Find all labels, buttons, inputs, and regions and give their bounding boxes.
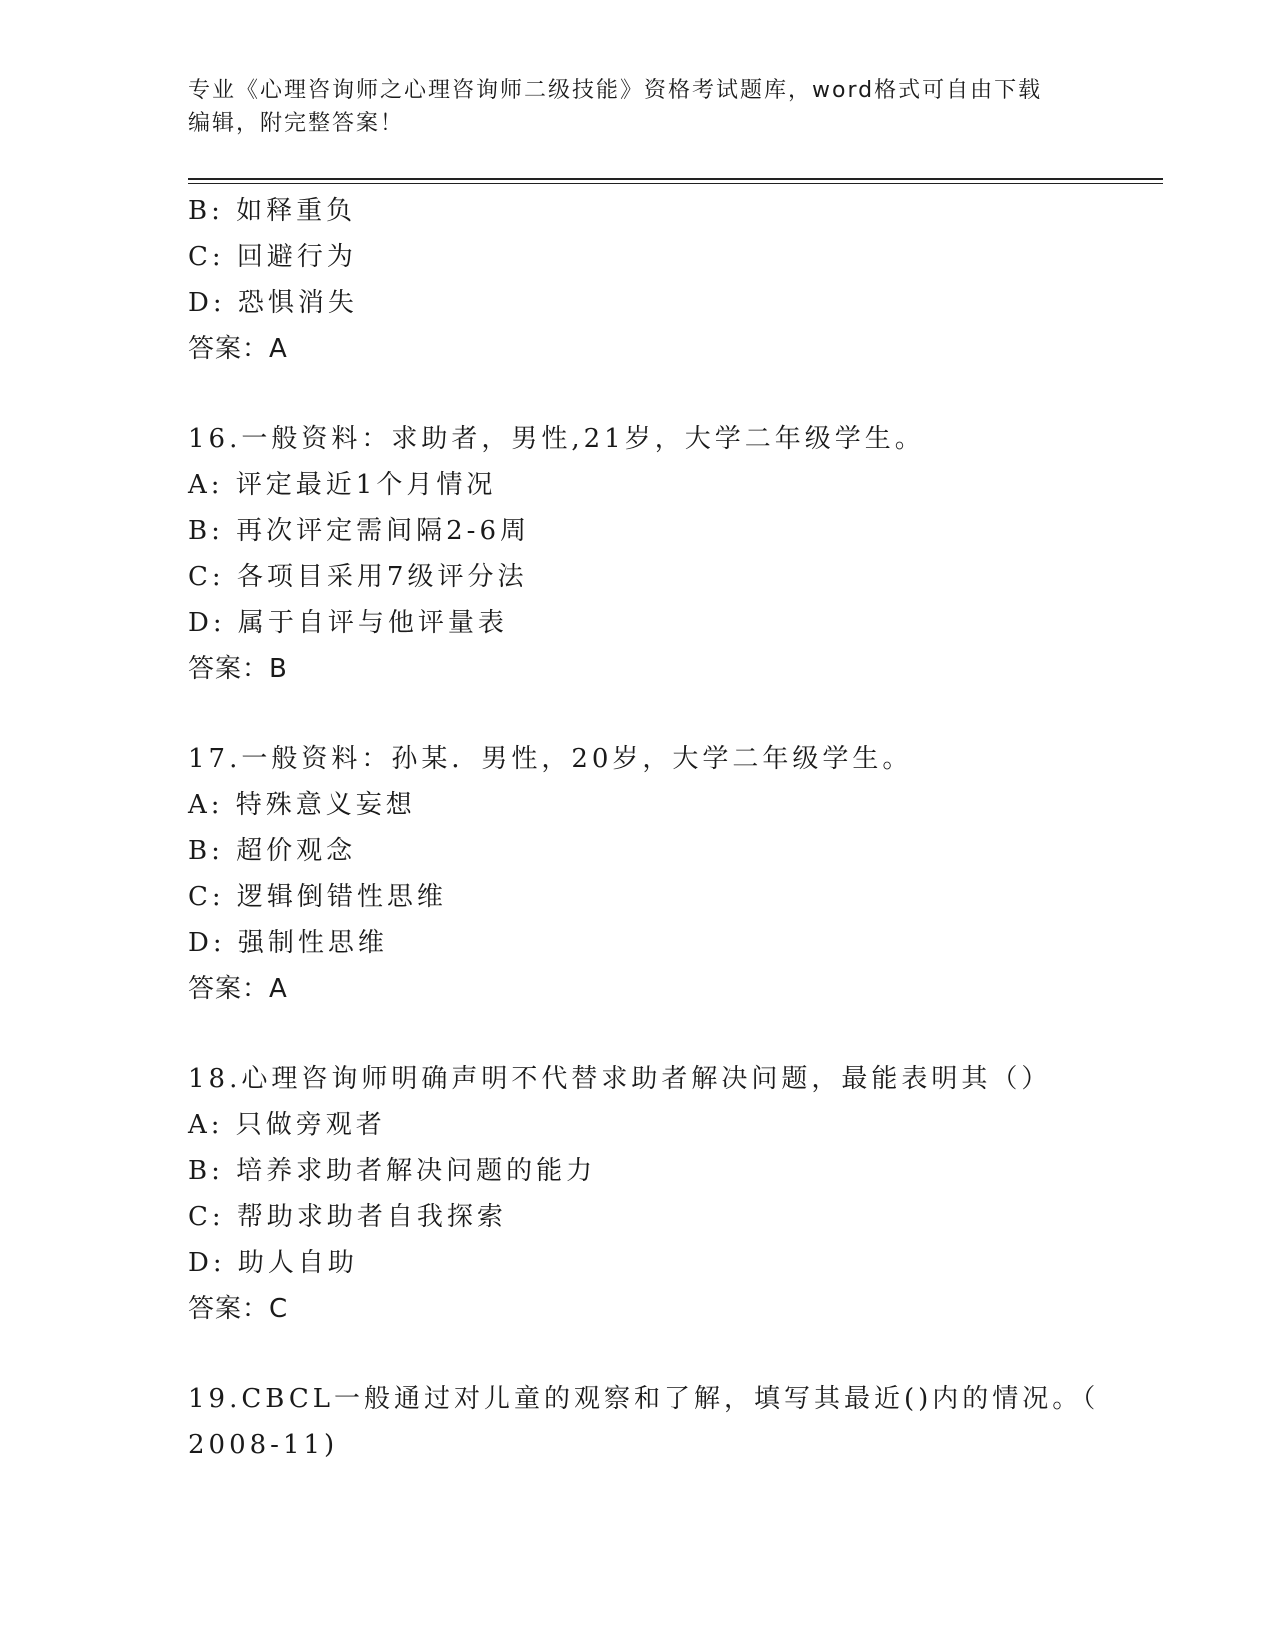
question-17 xyxy=(188,736,1088,1012)
option-c: C: 回避行为 xyxy=(188,242,357,272)
option-d: D: 强制性思维 xyxy=(188,928,388,958)
question-text-line-1: 19.CBCL一般通过对儿童的观察和了解，填写其最近()内的情况。（ xyxy=(188,1384,1100,1414)
question-15 xyxy=(188,188,1088,372)
answer-label: 答案：A xyxy=(188,334,288,364)
question-16 xyxy=(188,416,1088,692)
header-line-2: 编辑，附完整答案！ xyxy=(188,111,405,136)
question-text-line-2: 2008-11) xyxy=(188,1430,339,1460)
option-b: B: 再次评定需间隔2-6周 xyxy=(188,516,531,546)
answer-label: 答案：C xyxy=(188,1294,289,1324)
option-d: D: 属于自评与他评量表 xyxy=(188,608,508,638)
answer-label: 答案：A xyxy=(188,974,288,1004)
question-19 xyxy=(188,1376,1100,1468)
option-c: C: 帮助求助者自我探索 xyxy=(188,1202,507,1232)
question-text: 16.一般资料：求助者，男性,21岁，大学二年级学生。 xyxy=(188,424,925,454)
header-divider-thick xyxy=(188,178,1163,180)
question-text: 18.心理咨询师明确声明不代替求助者解决问题，最能表明其（） xyxy=(188,1064,1052,1094)
option-a: A: 只做旁观者 xyxy=(188,1110,386,1140)
option-a: A: 评定最近1个月情况 xyxy=(188,470,497,500)
option-a: A: 特殊意义妄想 xyxy=(188,790,416,820)
option-b: B: 如释重负 xyxy=(188,196,357,226)
option-d: D: 助人自助 xyxy=(188,1248,358,1278)
option-c: C: 逻辑倒错性思维 xyxy=(188,882,447,912)
document-header xyxy=(188,74,1088,140)
header-divider-thin xyxy=(188,183,1163,184)
question-text: 17.一般资料：孙某．男性，20岁，大学二年级学生。 xyxy=(188,744,913,774)
header-line-1: 专业《心理咨询师之心理咨询师二级技能》资格考试题库，word格式可自由下载 xyxy=(188,78,1043,103)
option-c: C: 各项目采用7级评分法 xyxy=(188,562,528,592)
option-b: B: 培养求助者解决问题的能力 xyxy=(188,1156,597,1186)
question-list xyxy=(188,188,1100,1468)
answer-label: 答案：B xyxy=(188,654,288,684)
question-18 xyxy=(188,1056,1088,1332)
option-d: D: 恐惧消失 xyxy=(188,288,358,318)
option-b: B: 超价观念 xyxy=(188,836,357,866)
